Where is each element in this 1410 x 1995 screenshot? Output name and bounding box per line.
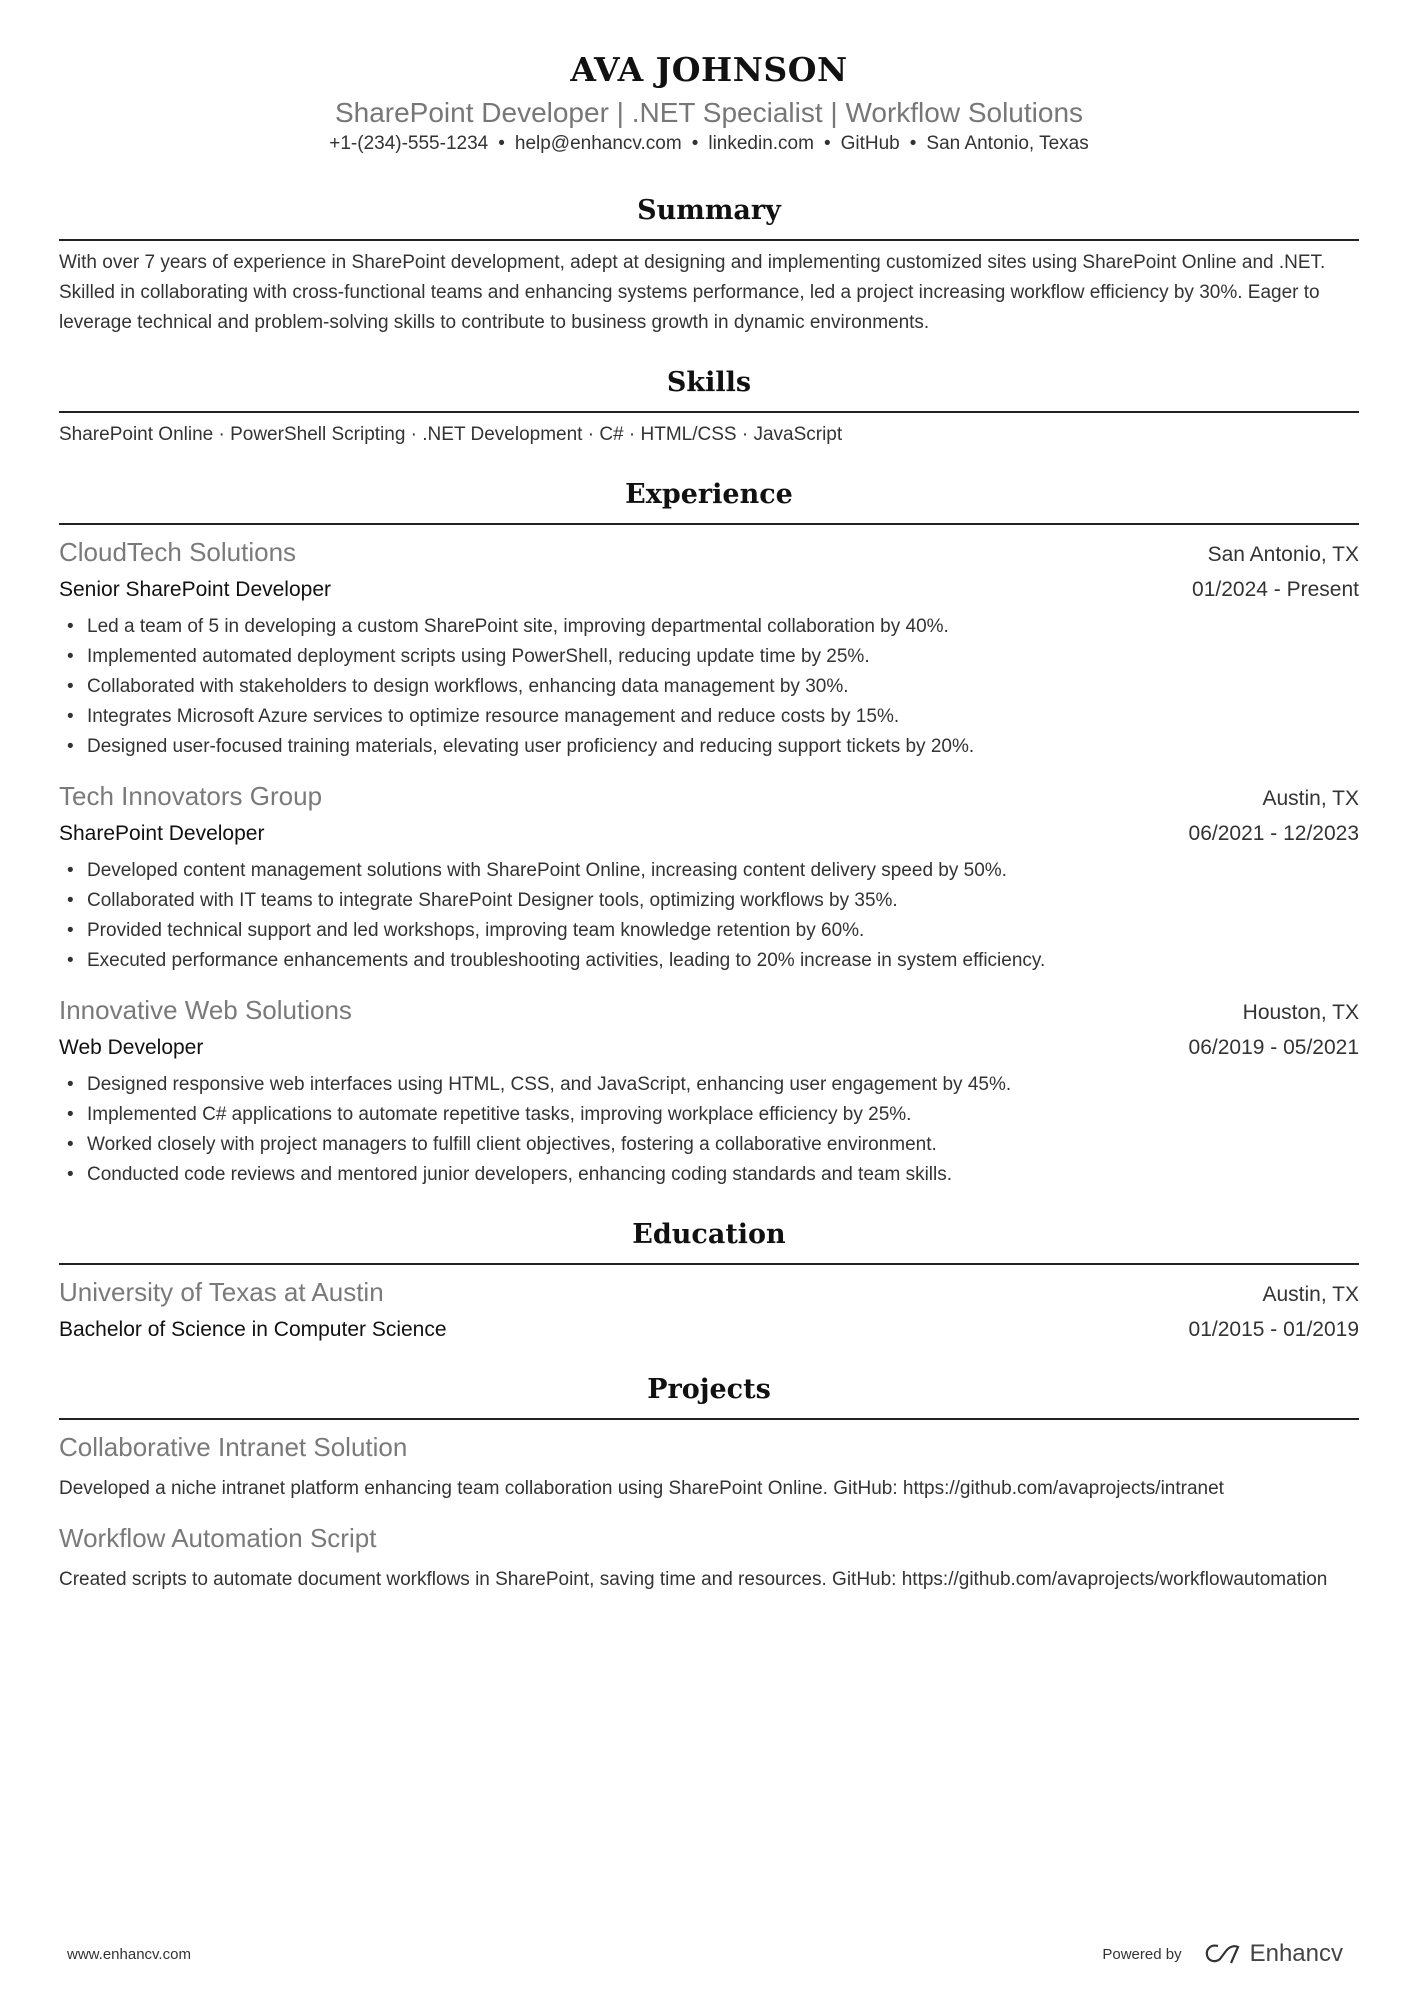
section-heading: Skills	[59, 365, 1359, 413]
achievement-bullet: • Integrates Microsoft Azure services to optimize resource management and reduce costs by 15%.	[59, 702, 1359, 732]
achievement-bullet: • Collaborated with IT teams to integrate SharePoint Designer tools, optimizing workflows by 35%.	[59, 886, 1359, 916]
project-name: Workflow Automation Script	[59, 1523, 377, 1553]
separator: •	[909, 133, 917, 154]
github-link[interactable]: GitHub	[840, 133, 900, 154]
candidate-title: SharePoint Developer | .NET Specialist | Workflow Solutions	[334, 97, 1084, 128]
footer	[67, 1940, 1343, 1968]
projects-section	[59, 1372, 1359, 1595]
experience-entry	[59, 779, 1359, 976]
summary-text: With over 7 years of experience in SharePoint development, adept at designing and implementing customized sites using SharePoint Online and .NET. Skilled in collaborating with cross-functional teams and enhancing systems performance, led a project increasing workflow efficiency by 30%. Eager to leverage technical and problem-solving skills to contribute to business growth in dynamic environments.	[59, 252, 1326, 333]
company-name: CloudTech Solutions	[59, 537, 297, 567]
achievement-list	[59, 612, 1359, 762]
contact-line	[59, 131, 1359, 157]
achievement-bullet: • Worked closely with project managers to fulfill client objectives, fostering a collaborative environment.	[59, 1130, 1359, 1160]
project-description: Developed a niche intranet platform enhancing team collaboration using SharePoint Online. GitHub: https://github.com/avaprojects/intranet	[59, 1478, 1224, 1499]
job-dates: 01/2024 - Present	[1192, 578, 1359, 601]
enhancv-logo[interactable]	[1204, 1940, 1343, 1968]
achievement-bullet: • Designed user-focused training materials, elevating user proficiency and reducing support tickets by 20%.	[59, 732, 1359, 762]
achievement-bullet: • Implemented automated deployment scripts using PowerShell, reducing update time by 25%.	[59, 642, 1359, 672]
job-location: Austin, TX	[1262, 787, 1359, 810]
education-section	[59, 1217, 1359, 1345]
separator: •	[498, 133, 505, 154]
website-link[interactable]: www.enhancv.com	[67, 1945, 191, 1963]
degree: Bachelor of Science in Computer Science	[59, 1318, 447, 1341]
job-title: Senior SharePoint Developer	[59, 578, 331, 601]
job-title: SharePoint Developer	[59, 822, 265, 845]
project-entry	[59, 1430, 1359, 1504]
separator: •	[823, 133, 831, 154]
summary-section	[59, 193, 1359, 338]
job-location: San Antonio, TX	[1207, 543, 1359, 566]
project-description: Created scripts to automate document workflows in SharePoint, saving time and resources. GitHub: https://github.com/avaprojects/workflowautomation	[59, 1569, 1328, 1590]
achievement-list	[59, 856, 1359, 976]
education-dates: 01/2015 - 01/2019	[1188, 1318, 1359, 1341]
candidate-name: AVA JOHNSON	[570, 50, 848, 89]
phone: +1-(234)-555-1234	[329, 133, 489, 154]
section-heading: Projects	[59, 1372, 1359, 1420]
experience-entry	[59, 993, 1359, 1190]
achievement-bullet: • Implemented C# applications to automate repetitive tasks, improving workplace efficiency by 25%.	[59, 1100, 1359, 1130]
achievement-bullet: • Conducted code reviews and mentored junior developers, enhancing coding standards and team skills.	[59, 1160, 1359, 1190]
skills-section	[59, 365, 1359, 450]
project-name: Collaborative Intranet Solution	[59, 1432, 408, 1462]
school-location: Austin, TX	[1262, 1283, 1359, 1306]
powered-by-label: Powered by	[1102, 1945, 1182, 1963]
linkedin-link[interactable]: linkedin.com	[708, 133, 814, 154]
resume-header	[59, 50, 1359, 157]
section-heading: Experience	[59, 477, 1359, 525]
enhancv-logo-icon	[1204, 1942, 1242, 1966]
location: San Antonio, Texas	[926, 133, 1089, 154]
section-heading: Education	[59, 1217, 1359, 1265]
achievement-bullet: • Led a team of 5 in developing a custom SharePoint site, improving departmental collaboration by 40%.	[59, 612, 1359, 642]
job-location: Houston, TX	[1242, 1001, 1359, 1024]
resume-page	[59, 0, 1359, 1595]
powered-by	[1102, 1940, 1343, 1968]
job-dates: 06/2021 - 12/2023	[1188, 822, 1359, 845]
email[interactable]: help@enhancv.com	[514, 133, 682, 154]
education-entry	[59, 1275, 1359, 1345]
skills-list: SharePoint Online · PowerShell Scripting · .NET Development · C# · HTML/CSS · JavaScript	[59, 424, 843, 445]
job-title: Web Developer	[59, 1036, 204, 1059]
project-entry	[59, 1521, 1359, 1595]
brand-name: Enhancv	[1249, 1940, 1343, 1967]
achievement-bullet: • Designed responsive web interfaces using HTML, CSS, and JavaScript, enhancing user engagement by 45%.	[59, 1070, 1359, 1100]
achievement-list	[59, 1070, 1359, 1190]
experience-section	[59, 477, 1359, 1190]
achievement-bullet: • Provided technical support and led workshops, improving team knowledge retention by 60%.	[59, 916, 1359, 946]
achievement-bullet: • Collaborated with stakeholders to design workflows, enhancing data management by 30%.	[59, 672, 1359, 702]
school-name: University of Texas at Austin	[59, 1277, 384, 1307]
section-heading: Summary	[59, 193, 1359, 241]
company-name: Tech Innovators Group	[59, 781, 323, 811]
achievement-bullet: • Executed performance enhancements and troubleshooting activities, leading to 20% increase in system efficiency.	[59, 946, 1359, 976]
company-name: Innovative Web Solutions	[59, 995, 352, 1025]
achievement-bullet: • Developed content management solutions with SharePoint Online, increasing content delivery speed by 50%.	[59, 856, 1359, 886]
experience-entry	[59, 535, 1359, 762]
job-dates: 06/2019 - 05/2021	[1188, 1036, 1359, 1059]
separator: •	[691, 133, 699, 154]
